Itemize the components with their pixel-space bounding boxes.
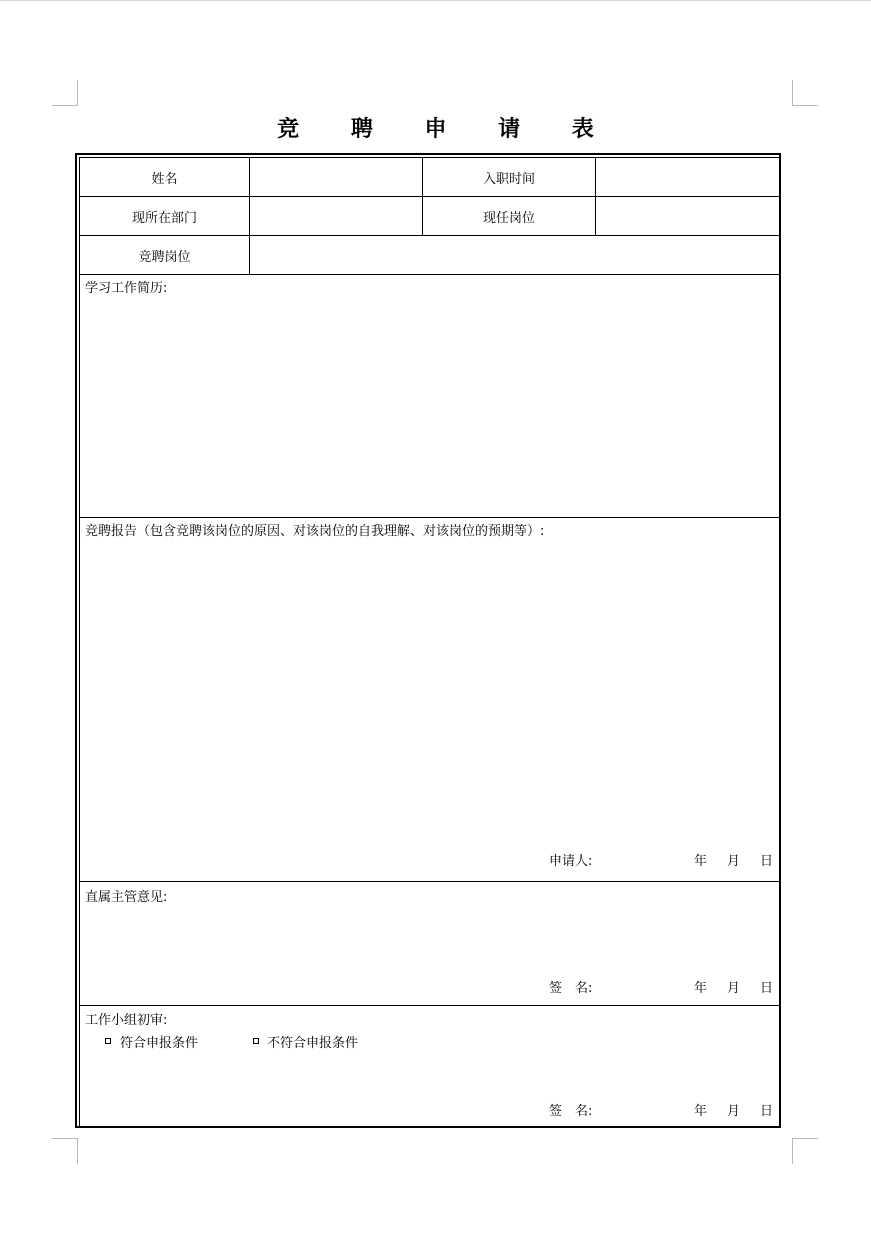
crop-mark-bl-h [52,1138,78,1139]
supervisor-sign-label: 签 名: [549,981,593,996]
department-field[interactable] [250,197,422,235]
applied-position-label: 竞聘岗位 [138,249,191,265]
name-field[interactable] [250,158,422,196]
resume-label: 学习工作简历: [85,281,168,296]
current-position-label: 现任岗位 [482,210,535,226]
report-label: 竞聘报告（包含竞聘该岗位的原因、对该岗位的自我理解、对该岗位的预期等）: [85,524,545,539]
crop-mark-tr-h [792,105,818,106]
review-month: 月 [727,1104,741,1119]
not-qualified-checkbox[interactable] [253,1038,259,1044]
crop-mark-br-h [792,1138,818,1139]
current-position-field[interactable] [596,197,779,235]
qualified-checkbox[interactable] [105,1038,111,1044]
applicant-label: 申请人: [549,854,593,869]
crop-mark-bl-v [77,1138,78,1164]
resume-field[interactable] [80,296,779,516]
name-label: 姓名 [151,171,178,187]
supervisor-year: 年 [694,981,708,996]
supervisor-month: 月 [727,981,741,996]
row-divider-6 [79,1005,780,1006]
crop-mark-br-v [792,1138,793,1164]
review-day: 日 [760,1104,774,1119]
page-title: 竞 聘 申 请 表 [277,117,616,142]
crop-mark-tl-h [52,105,78,106]
row-divider-3 [79,274,780,275]
hire-date-label: 入职时间 [482,171,535,187]
hire-date-field[interactable] [596,158,779,196]
review-sign-label: 签 名: [549,1104,593,1119]
crop-mark-tr-v [792,80,793,106]
supervisor-label: 直属主管意见: [85,890,168,905]
applicant-month: 月 [727,854,741,869]
crop-mark-tl-v [77,80,78,106]
report-field[interactable] [80,540,779,840]
review-year: 年 [694,1104,708,1119]
qualified-option-label: 符合申报条件 [120,1036,199,1051]
applicant-day: 日 [760,854,774,869]
not-qualified-option-label: 不符合申报条件 [267,1036,359,1051]
review-label: 工作小组初审: [85,1013,168,1028]
row-divider-4 [79,517,780,518]
row-divider-5 [79,881,780,882]
applicant-year: 年 [694,854,708,869]
page-top-line [0,0,871,1]
department-label: 现所在部门 [131,210,197,226]
applied-position-field[interactable] [250,236,779,274]
supervisor-day: 日 [760,981,774,996]
supervisor-field[interactable] [80,906,779,972]
